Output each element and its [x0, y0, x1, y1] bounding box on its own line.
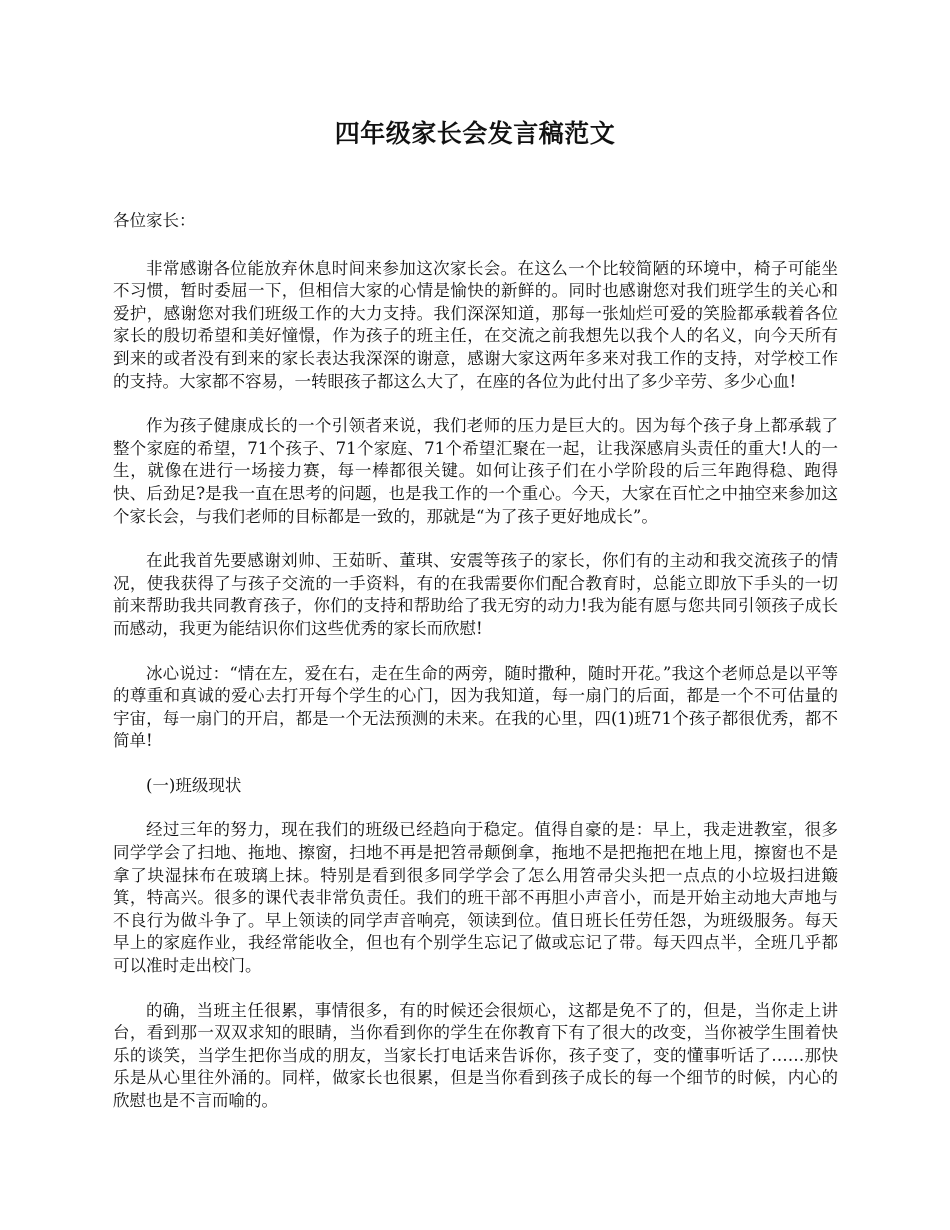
paragraph-parents-thanks: 在此我首先要感谢刘帅、王茹昕、董琪、安震等孩子的家长，你们有的主动和我交流孩子的情况，使我获得了与孩子交流的一手资料，有的在我需要你们配合教育时，总能立即放下手头的一切前来帮助我共同教育孩子，你们的支持和帮助给了我无穷的动力!我为能有愿与您共同引领孩子成长而感动，我更为能结识你们这些优秀的家长而欣慰! — [113, 551, 838, 638]
paragraph-bingxin-quote: 冰心说过：“情在左，爱在右，走在生命的两旁，随时撒种，随时开花。”我这个老师总是以平等的尊重和真诚的爱心去打开每个学生的心门，因为我知道，每一扇门的后面，都是一个不可估量的宇宙，每一扇门的开启，都是一个无法预测的未来。在我的心里，四(1)班71个孩子都很优秀，都不简单! — [113, 663, 838, 751]
paragraph-thanks: 非常感谢各位能放弃休息时间来参加这次家长会。在这么一个比较简陋的环境中，椅子可能坐不习惯，暂时委屈一下，但相信大家的心情是愉快的新鲜的。同时也感谢您对我们班学生的关心和爱护，感谢您对我们班级工作的大力支持。我们深深知道，那每一张灿烂可爱的笑脸都承载着各位家长的殷切希望和美好憧憬，作为孩子的班主任，在交流之前我想先以我个人的名义，向今天所有到来的或者没有到来的家长表达我深深的谢意，感谢大家这两年多来对我工作的支持，对学校工作的支持。大家都不容易，一转眼孩子都这么大了，在座的各位为此付出了多少辛劳、多少心血! — [113, 258, 838, 391]
section-heading: (一)班级现状 — [146, 775, 242, 795]
paragraph-teacher-feelings: 的确，当班主任很累，事情很多，有的时候还会很烦心，这都是免不了的，但是，当你走上讲台，看到那一双双求知的眼睛，当你看到你的学生在你教育下有了很大的改变，当你被学生围着快乐的谈笑，当学生把你当成的朋友，当家长打电话来告诉你，孩子变了，变的懂事听话了……那快乐是从心里往外涌的。同样，做家长也很累，但是当你看到孩子成长的每一个细节的时候，内心的欣慰也是不言而喻的。 — [113, 1000, 838, 1110]
paragraph-responsibility: 作为孩子健康成长的一个引领者来说，我们老师的压力是巨大的。因为每个孩子身上都承载了整个家庭的希望，71个孩子、71个家庭、71个希望汇聚在一起，让我深感肩头责任的重大!人的一生，就像在进行一场接力赛，每一棒都很关键。如何让孩子们在小学阶段的后三年跑得稳、跑得快、后劲足?是我一直在思考的问题，也是我工作的一个重心。今天，大家在百忙之中抽空来参加这个家长会，与我们老师的目标都是一致的，那就是“为了孩子更好地成长”。 — [113, 416, 838, 526]
greeting: 各位家长： — [113, 211, 196, 230]
page-title: 四年级家长会发言稿范文 — [334, 119, 616, 148]
document-body — [113, 210, 838, 1135]
paragraph-class-status: 经过三年的努力，现在我们的班级已经趋向于稳定。值得自豪的是：早上，我走进教室，很多同学学会了扫地、拖地、擦窗，扫地不再是把笤帚颠倒拿，拖地不是把拖把在地上甩，擦窗也不是拿了块湿抹布在玻璃上抹。特别是看到很多同学学会了怎么用笤帚尖头把一点点的小垃圾扫进簸箕，特高兴。很多的课代表非常负责任。我们的班干部不再胆小声音小，而是开始主动地大声地与不良行为做斗争了。早上领读的同学声音响亮，领读到位。值日班长任劳任怨，为班级服务。每天早上的家庭作业，我经常能收全，但也有个别学生忘记了做或忘记了带。每天四点半，全班几乎都可以准时走出校门。 — [113, 820, 838, 976]
